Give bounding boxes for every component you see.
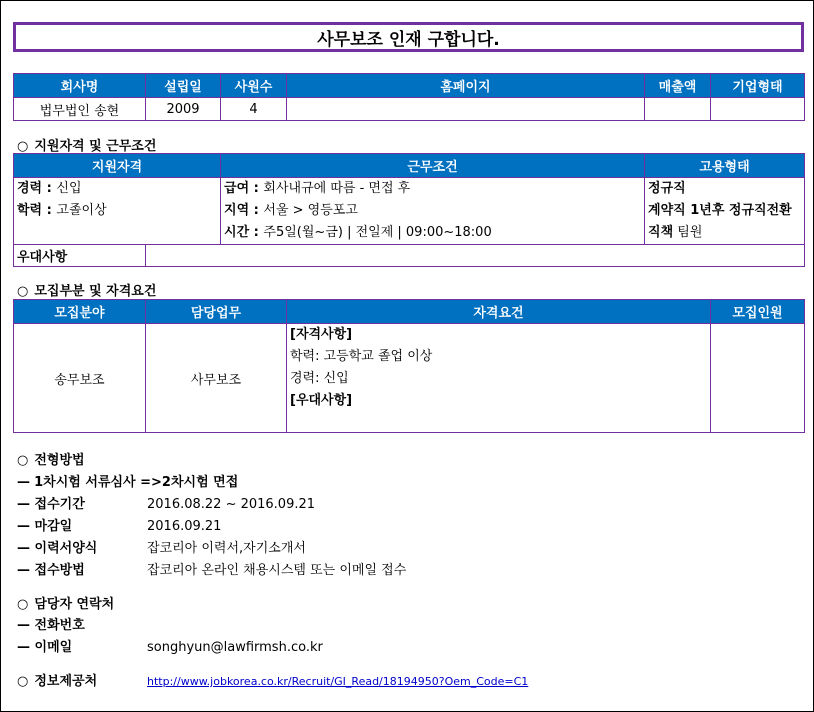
page-title (13, 22, 804, 52)
circle-bullet-icon: ○ (17, 597, 29, 612)
contact-email: songhyun@lawfirmsh.co.kr (147, 640, 323, 655)
employment-header: 고용형태 (645, 154, 805, 178)
company-revenue (645, 98, 711, 121)
recruit-header-duty: 담당업무 (146, 300, 287, 324)
qualification-table (13, 153, 805, 267)
source-row: ○ 정보제공처 http://www.jobkorea.co.kr/Recruit/GI_Read/18194950?Oem_Code=C1 (17, 674, 529, 689)
company-header-homepage: 홈페이지 (287, 74, 645, 98)
contact-row: — 이메일 songhyun@lawfirmsh.co.kr (17, 640, 323, 655)
process-row: — 마감일 2016.09.21 (17, 519, 222, 534)
process-steps: — 1차시험 서류심사 =>2차시험 면접 (17, 475, 239, 490)
circle-bullet-icon: ○ (17, 284, 29, 299)
qual-education: 학력 : 고졸이상 (17, 203, 107, 218)
recruit-header-field: 모집분야 (14, 300, 146, 324)
recruit-header-headcount: 모집인원 (711, 300, 805, 324)
employment-cell (645, 178, 805, 245)
employment-position: 직책 팀원 (648, 225, 703, 240)
recruit-requirements (287, 324, 711, 433)
preference-value (146, 245, 805, 267)
employment-contract: 계약직 1년후 정규직전환 (648, 203, 792, 218)
process-row: — 이력서양식 잡코리아 이력서,자기소개서 (17, 541, 306, 556)
requirement-line: 경력: 신입 (290, 371, 349, 386)
recruit-duty: 사무보조 (146, 324, 287, 433)
dash-icon: — (17, 618, 30, 633)
recruit-headcount (711, 324, 805, 433)
qualification-heading: ○ 지원자격 및 근무조건 (17, 139, 157, 154)
recruit-field: 송무보조 (14, 324, 146, 433)
company-header-name: 회사명 (14, 74, 146, 98)
requirement-line: [우대사항] (290, 393, 353, 408)
qual-header: 지원자격 (14, 154, 221, 178)
cond-salary: 급여 : 회사내규에 따름 - 면접 후 (224, 181, 411, 196)
company-employees: 4 (221, 98, 287, 121)
dash-icon: — (17, 519, 30, 534)
process-heading: ○ 전형방법 (17, 453, 85, 468)
company-header-revenue: 매출액 (645, 74, 711, 98)
process-row: — 접수기간 2016.08.22 ~ 2016.09.21 (17, 497, 316, 512)
page-title-text: 사무보조 인재 구합니다. (317, 29, 500, 50)
company-header-employees: 사원수 (221, 74, 287, 98)
recruit-table (13, 299, 805, 433)
company-header-type: 기업형태 (711, 74, 805, 98)
qual-cell (14, 178, 221, 245)
company-founded: 2009 (146, 98, 221, 121)
contact-row: — 전화번호 (17, 618, 85, 633)
dash-icon: — (17, 497, 30, 512)
circle-bullet-icon: ○ (17, 139, 29, 154)
company-name: 법무법인 송현 (14, 98, 146, 121)
company-header-founded: 설립일 (146, 74, 221, 98)
dash-icon: — (17, 563, 30, 578)
preference-label: 우대사항 (14, 245, 146, 267)
dash-icon: — (17, 640, 30, 655)
circle-bullet-icon: ○ (17, 453, 29, 468)
dash-icon: — (17, 541, 30, 556)
requirement-line: 학력: 고등학교 졸업 이상 (290, 349, 433, 364)
cond-cell (221, 178, 645, 245)
recruit-header-requirements: 자격요건 (287, 300, 711, 324)
recruit-heading: ○ 모집부분 및 자격요건 (17, 284, 157, 299)
cond-header: 근무조건 (221, 154, 645, 178)
company-table (13, 73, 805, 121)
employment-regular: 정규직 (648, 181, 686, 196)
qual-career: 경력 : 신입 (17, 181, 82, 196)
circle-bullet-icon: ○ (17, 674, 29, 689)
source-link[interactable]: http://www.jobkorea.co.kr/Recruit/GI_Read/18194950?Oem_Code=C1 (147, 675, 529, 688)
requirement-line: [자격사항] (290, 327, 353, 342)
cond-region: 지역 : 서울 > 영등포고 (224, 203, 358, 218)
cond-hours: 시간 : 주5일(월~금) | 전일제 | 09:00~18:00 (224, 225, 492, 240)
dash-icon: — (17, 475, 30, 490)
contact-heading: ○ 담당자 연락처 (17, 597, 115, 612)
company-homepage (287, 98, 645, 121)
process-row: — 접수방법 잡코리아 온라인 채용시스템 또는 이메일 접수 (17, 563, 407, 578)
company-type (711, 98, 805, 121)
